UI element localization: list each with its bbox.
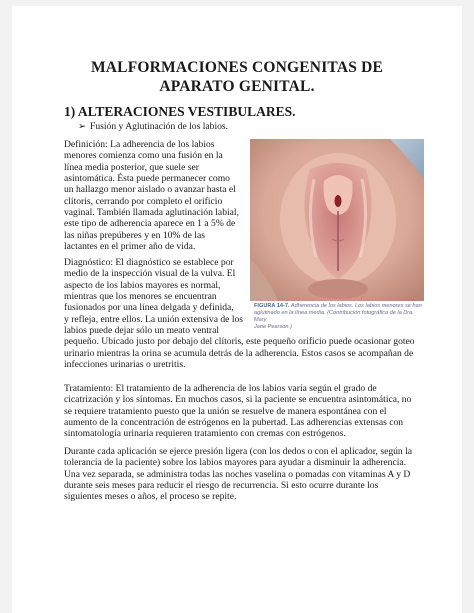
text-line: cicatrización y los síntomas. En muchos casos, si la paciente se encuentra asintomática, no — [64, 394, 412, 406]
text-line: aumento de la concentración de estrógenos en la pubertad. Las adherencias extensas con — [64, 417, 404, 429]
caption-line: Adherencia de los labios. Los labios menores se han — [289, 303, 422, 309]
text-line: un hallazgo menor aislado o avanzar hasta el — [64, 184, 236, 196]
text-line: las niñas prepúberes y en 10% de las — [64, 229, 205, 241]
text-line: lactantes en el primer año de vida. — [64, 241, 196, 253]
text-line: tolerancia de la paciente) sobre los labios mayores para ayudar a disminuir la adherencia. — [64, 457, 407, 469]
text-line: durante seis meses para reducir el riesgo de recurrencia. Si esto ocurre durante los — [64, 480, 379, 492]
text-line: medio de la inspección visual de la vulva. El — [64, 268, 236, 280]
text-line: clítoris, cerrando por completo el orificio — [64, 195, 223, 207]
title-line-2: APARATO GENITAL. — [159, 78, 315, 95]
text-line: infecciones urinarias o uretritis. — [64, 359, 186, 371]
text-line: Definición: La adherencia de los labios — [64, 139, 215, 150]
text-line: y refleja, entre ellos. La unión extensiva de los — [64, 313, 244, 325]
text-line: menores comienza como una fusión en la — [64, 150, 223, 162]
definition-paragraph — [64, 139, 239, 252]
text-line: este tipo de adherencia aparece en 1 a 5% de — [64, 218, 236, 230]
text-line: Durante cada aplicación se ejerce presión ligera (con los dedos o con el aplicador, según la — [64, 446, 413, 457]
arrow-bullet-icon: ➢ — [78, 121, 87, 132]
document-title — [12, 58, 462, 96]
text-line: aspecto de los labios mayores es normal, — [64, 279, 221, 291]
section-heading: 1) ALTERACIONES VESTIBULARES. — [64, 104, 296, 119]
text-line: pequeño. Ubicado justo por debajo del clítoris, este pequeño orificio puede ocasionar goteo — [64, 336, 415, 348]
text-line: asintomática. Ésta puede permanecer como — [64, 173, 230, 185]
document-page — [12, 6, 462, 613]
text-line: Diagnóstico: El diagnóstico se establece por — [64, 257, 234, 268]
text-line: mientras que los menores se encuentran — [64, 291, 217, 303]
text-line: línea media posterior, que suele ser — [64, 161, 199, 173]
text-line: sintomatología urinaria requieren tratamiento con cremas con estrógenos. — [64, 428, 346, 440]
caption-line: aglutinado en la línea media. (Contribución fotográfica de la Dra. Mary — [254, 310, 414, 323]
treatment-paragraph — [64, 383, 411, 440]
text-line: Tratamiento: El tratamiento de la adherencia de los labios varía según el grado de — [64, 383, 377, 394]
text-line: fusionados por una línea delgada y definida, — [64, 302, 234, 314]
title-line-1: MALFORMACIONES CONGENITAS DE — [90, 59, 384, 76]
text-line: labios puede dejar sólo un meato ventral — [64, 325, 220, 337]
diagnosis-paragraph — [64, 257, 415, 370]
text-line: urinario mientras la orina se acumula detrás de la adherencia. Estos casos se acompañan de — [64, 347, 414, 359]
text-line: Una vez separada, se administra todas las noches vaselina o pomadas con vitaminas A y D — [64, 468, 411, 480]
application-paragraph — [64, 446, 412, 503]
bullet-list-item — [78, 121, 228, 132]
text-line: siguientes meses o años, el proceso se repite. — [64, 491, 237, 503]
bullet-text: Fusión y Aglutinación de los labios. — [90, 121, 229, 132]
text-line: vaginal. También llamada aglutinación labial, — [64, 207, 239, 219]
figure-label: FIGURA 14-7. — [254, 303, 290, 309]
caption-line: Jane Pearson.) — [254, 324, 292, 330]
text-line: se requiere tratamiento puesto que la unión se resuelve de manera espontánea con el — [64, 405, 387, 417]
